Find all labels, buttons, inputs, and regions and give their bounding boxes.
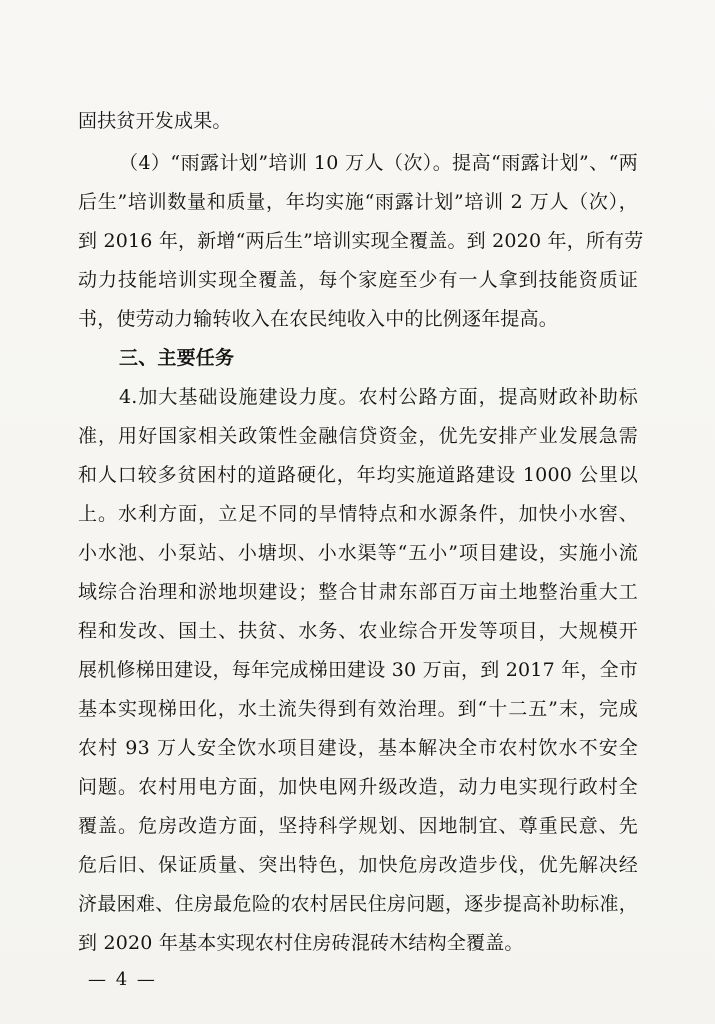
- text-line: 农村 93 万人安全饮水项目建设，基本解决全市农村饮水不安全: [78, 737, 638, 759]
- text-line: 覆盖。危房改造方面，坚持科学规划、因地制宜、尊重民意、先: [78, 815, 638, 837]
- text-line: 准，用好国家相关政策性金融信贷资金，优先安排产业发展急需: [78, 425, 638, 447]
- text-line: 程和发改、国土、扶贫、水务、农业综合开发等项目，大规模开: [78, 620, 638, 642]
- text-line: 到 2016 年，新增“两后生”培训实现全覆盖。到 2020 年，所有劳: [78, 230, 644, 252]
- text-line: 小水池、小泵站、小塘坝、小水渠等“五小”项目建设，实施小流: [78, 542, 638, 564]
- text-line: 域综合治理和淤地坝建设；整合甘肃东部百万亩土地整治重大工: [78, 581, 638, 603]
- text-line: 动力技能培训实现全覆盖，每个家庭至少有一人拿到技能资质证: [78, 269, 638, 291]
- text-line: 4.加大基础设施建设力度。农村公路方面，提高财政补助标: [119, 386, 638, 408]
- section-heading: 三、主要任务: [119, 347, 235, 369]
- text-line: 到 2020 年基本实现农村住房砖混砖木结构全覆盖。: [78, 932, 524, 954]
- text-line: 问题。农村用电方面，加快电网升级改造，动力电实现行政村全: [78, 776, 638, 798]
- text-line: （4）“雨露计划”培训 10 万人（次）。提高“雨露计划”、“两: [119, 152, 638, 174]
- text-line: 济最困难、住房最危险的农村居民住房问题，逐步提高补助标准，: [78, 893, 638, 915]
- text-line: 后生”培训数量和质量，年均实施“雨露计划”培训 2 万人（次），: [78, 191, 638, 213]
- text-line: 书，使劳动力输转收入在农民纯收入中的比例逐年提高。: [78, 308, 559, 330]
- text-line: 上。水利方面，立足不同的旱情特点和水源条件，加快小水窖、: [78, 503, 638, 525]
- text-line: 和人口较多贫困村的道路硬化，年均实施道路建设 1000 公里以: [78, 464, 638, 486]
- text-line: 基本实现梯田化，水土流失得到有效治理。到“十二五”末，完成: [78, 698, 638, 720]
- text-line: 展机修梯田建设，每年完成梯田建设 30 万亩，到 2017 年，全市: [78, 659, 638, 681]
- page-number: — 4 —: [88, 969, 157, 990]
- text-line: 危后旧、保证质量、突出特色，加快危房改造步伐，优先解决经: [78, 854, 638, 876]
- text-line: 固扶贫开发成果。: [78, 110, 232, 132]
